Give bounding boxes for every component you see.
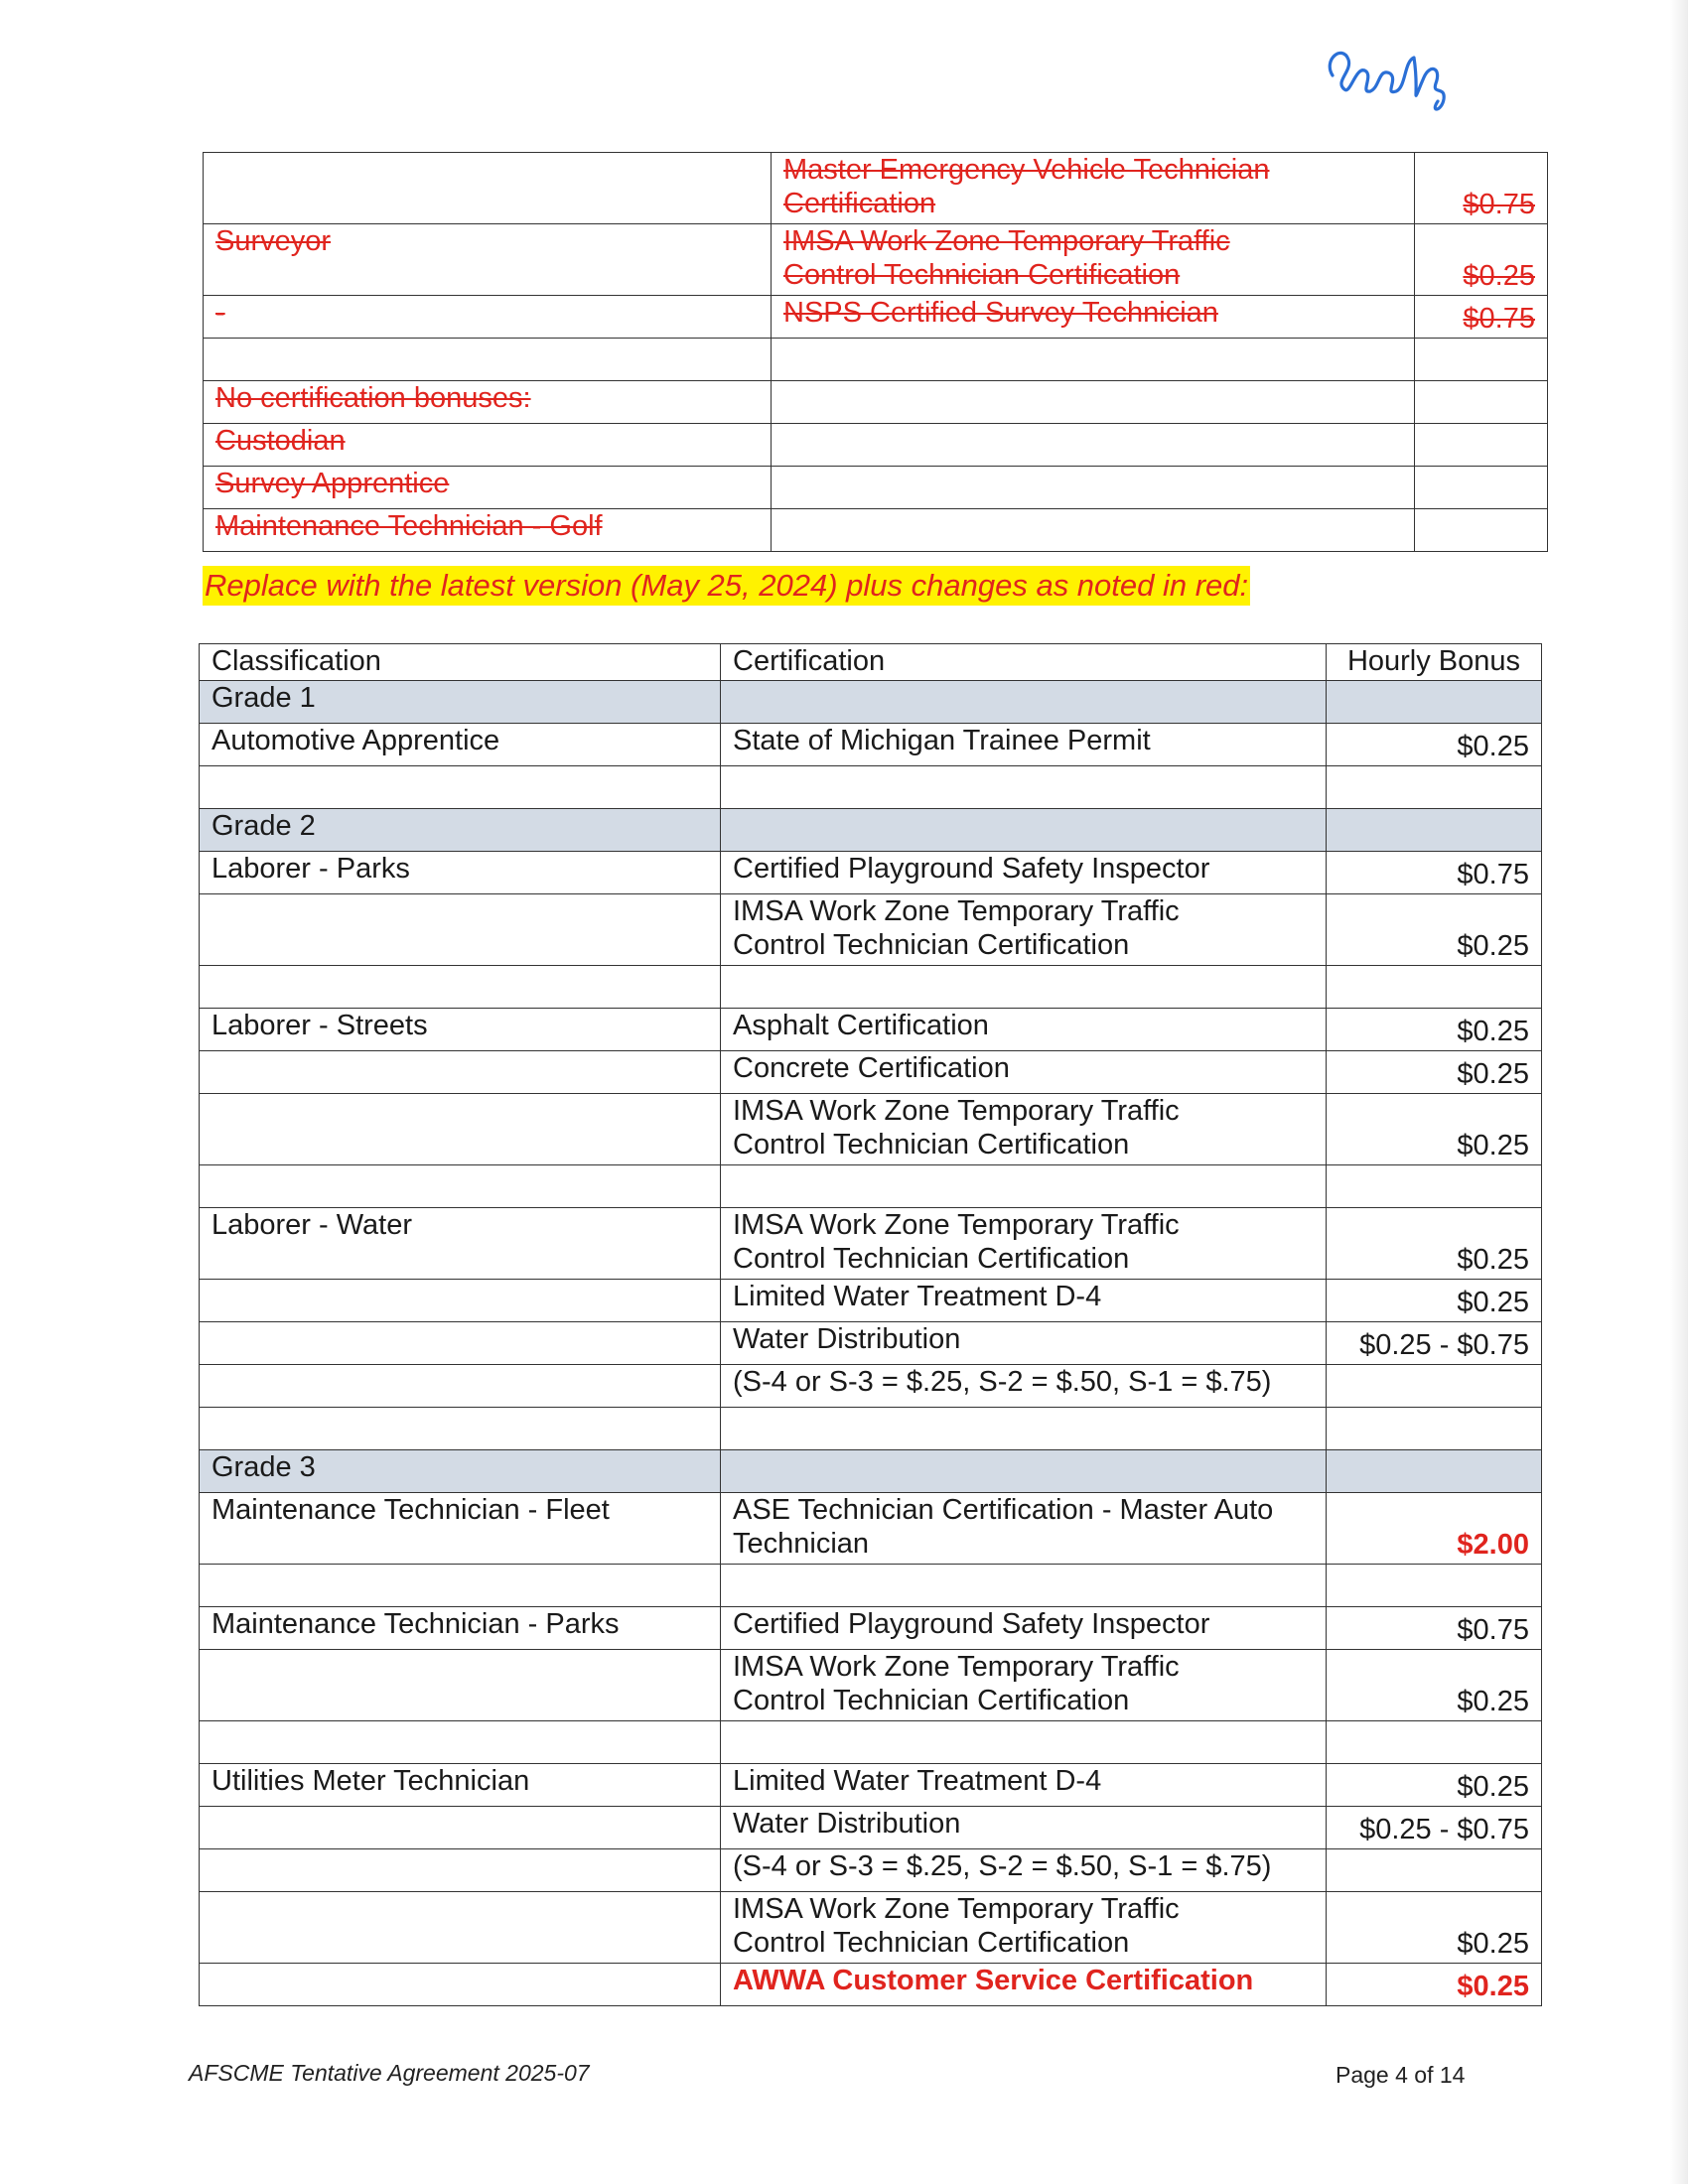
certification-line: Master Emergency Vehicle Technician	[783, 154, 1270, 186]
table-row	[200, 1650, 1542, 1721]
certification-line: Water Distribution	[733, 1323, 961, 1355]
certification-line: IMSA Work Zone Temporary Traffic	[733, 895, 1180, 927]
hourly-bonus-cell	[1327, 1849, 1542, 1892]
hourly-bonus-cell	[1327, 766, 1542, 809]
classification-cell	[200, 1322, 721, 1365]
certification-line: ASE Technician Certification - Master Auto	[733, 1494, 1274, 1526]
certification-cell	[721, 1009, 1327, 1051]
hourly-bonus-cell: $0.25	[1327, 1094, 1542, 1165]
classification-cell	[204, 153, 772, 224]
certification-line: Control Technician Certification	[733, 1129, 1130, 1160]
hourly-bonus-cell: $0.75	[1415, 153, 1548, 224]
certification-cell	[721, 1165, 1327, 1208]
certification-line: State of Michigan Trainee Permit	[733, 725, 1151, 756]
table-row	[204, 381, 1548, 424]
certification-cell	[721, 1892, 1327, 1964]
hourly-bonus-cell: $0.25 - $0.75	[1327, 1807, 1542, 1849]
table-row	[200, 852, 1542, 894]
hourly-bonus-cell	[1327, 1165, 1542, 1208]
classification-cell	[200, 1721, 721, 1764]
certification-line: Control Technician Certification	[783, 259, 1181, 291]
certification-cell	[721, 1493, 1327, 1565]
hourly-bonus-cell	[1327, 681, 1542, 724]
certification-line: Control Technician Certification	[733, 1685, 1130, 1716]
table-row	[200, 1807, 1542, 1849]
table-row	[200, 1208, 1542, 1280]
table-row	[200, 1051, 1542, 1094]
classification-cell	[200, 1650, 721, 1721]
certification-line: Limited Water Treatment D-4	[733, 1281, 1102, 1312]
certification-cell	[772, 509, 1415, 552]
table-row	[200, 1009, 1542, 1051]
certification-cell	[721, 1565, 1327, 1607]
hourly-bonus-cell: $0.25	[1327, 1208, 1542, 1280]
hourly-bonus-cell	[1327, 966, 1542, 1009]
certification-cell	[721, 1280, 1327, 1322]
certification-cell	[721, 1408, 1327, 1450]
classification-cell: Laborer - Streets	[200, 1009, 721, 1051]
certification-line: AWWA Customer Service Certification	[733, 1965, 1254, 1996]
revision-note: Replace with the latest version (May 25, 2024) plus changes as noted in red:	[203, 566, 1250, 606]
hourly-bonus-cell: $0.25	[1327, 894, 1542, 966]
classification-cell: Grade 1	[200, 681, 721, 724]
hourly-bonus-cell: $2.00	[1327, 1493, 1542, 1565]
header-certification: Certification	[721, 644, 1327, 681]
hourly-bonus-cell	[1415, 381, 1548, 424]
hourly-bonus-cell: $0.75	[1415, 296, 1548, 339]
grade-row	[200, 809, 1542, 852]
certification-line: Certification	[783, 188, 936, 219]
certification-cell	[772, 339, 1415, 381]
table-row	[200, 1094, 1542, 1165]
table-row	[204, 467, 1548, 509]
certification-line: Concrete Certification	[733, 1052, 1010, 1084]
hourly-bonus-cell: $0.75	[1327, 852, 1542, 894]
hourly-bonus-cell: $0.25	[1327, 724, 1542, 766]
certification-line: Control Technician Certification	[733, 1927, 1130, 1959]
certification-cell	[772, 296, 1415, 339]
footer-agreement-title: AFSCME Tentative Agreement 2025-07	[189, 2060, 590, 2086]
table-row	[200, 966, 1542, 1009]
hourly-bonus-cell: $0.25	[1327, 1764, 1542, 1807]
certification-cell	[721, 681, 1327, 724]
certification-cell	[772, 381, 1415, 424]
certification-cell	[721, 1650, 1327, 1721]
footer-page-number: Page 4 of 14	[1336, 2062, 1466, 2088]
certification-cell	[721, 852, 1327, 894]
certification-cell	[721, 1764, 1327, 1807]
certification-cell	[721, 894, 1327, 966]
certification-cell	[721, 1964, 1327, 2006]
classification-cell	[200, 966, 721, 1009]
certification-line: IMSA Work Zone Temporary Traffic	[733, 1095, 1180, 1127]
classification-cell: Grade 3	[200, 1450, 721, 1493]
hourly-bonus-cell	[1327, 1565, 1542, 1607]
certification-bonus-table	[199, 643, 1542, 2006]
certification-line: Certified Playground Safety Inspector	[733, 853, 1210, 885]
certification-cell	[721, 1094, 1327, 1165]
hourly-bonus-cell: $0.25	[1415, 224, 1548, 296]
hourly-bonus-cell	[1327, 1721, 1542, 1764]
certification-cell	[772, 467, 1415, 509]
certification-cell	[721, 966, 1327, 1009]
certification-line: NSPS Certified Survey Technician	[783, 297, 1218, 329]
hourly-bonus-cell: $0.25	[1327, 1964, 1542, 2006]
certification-line: Asphalt Certification	[733, 1010, 989, 1041]
table-row	[200, 1493, 1542, 1565]
table-row	[200, 1365, 1542, 1408]
table-row	[204, 424, 1548, 467]
scan-edge-shadow	[1670, 0, 1688, 2184]
certification-line: Certified Playground Safety Inspector	[733, 1608, 1210, 1640]
certification-line: IMSA Work Zone Temporary Traffic	[733, 1209, 1180, 1241]
certification-cell	[721, 766, 1327, 809]
hourly-bonus-cell: $0.25	[1327, 1280, 1542, 1322]
table-row	[200, 1721, 1542, 1764]
hourly-bonus-cell: $0.25	[1327, 1892, 1542, 1964]
classification-cell	[200, 894, 721, 966]
certification-cell	[721, 1322, 1327, 1365]
classification-cell: Laborer - Water	[200, 1208, 721, 1280]
table-row	[200, 1849, 1542, 1892]
grade-row	[200, 681, 1542, 724]
handwritten-initials-icon	[1321, 38, 1460, 117]
table-row	[200, 1280, 1542, 1322]
certification-line: Technician	[733, 1528, 870, 1560]
hourly-bonus-cell	[1415, 509, 1548, 552]
hourly-bonus-cell	[1415, 467, 1548, 509]
classification-cell: No certification bonuses:	[204, 381, 772, 424]
classification-cell	[204, 339, 772, 381]
certification-cell	[721, 1051, 1327, 1094]
hourly-bonus-cell: $0.25	[1327, 1009, 1542, 1051]
classification-cell	[200, 1807, 721, 1849]
table-row	[200, 1607, 1542, 1650]
certification-line: Water Distribution	[733, 1808, 961, 1840]
table-row	[204, 509, 1548, 552]
table-row	[200, 1964, 1542, 2006]
table-row	[200, 1165, 1542, 1208]
classification-cell	[200, 1280, 721, 1322]
classification-cell: Laborer - Parks	[200, 852, 721, 894]
table-row	[200, 766, 1542, 809]
classification-cell	[200, 1849, 721, 1892]
hourly-bonus-cell	[1327, 1365, 1542, 1408]
classification-cell: Grade 2	[200, 809, 721, 852]
classification-cell: -	[204, 296, 772, 339]
certification-cell	[721, 1807, 1327, 1849]
classification-cell: Survey Apprentice	[204, 467, 772, 509]
certification-line: (S-4 or S-3 = $.25, S-2 = $.50, S-1 = $.75)	[733, 1366, 1272, 1398]
certification-cell	[721, 1450, 1327, 1493]
table-header-row	[200, 644, 1542, 681]
hourly-bonus-cell	[1327, 1450, 1542, 1493]
grade-row	[200, 1450, 1542, 1493]
table-row	[200, 1565, 1542, 1607]
certification-cell	[721, 724, 1327, 766]
classification-cell	[200, 1051, 721, 1094]
classification-cell	[200, 1964, 721, 2006]
classification-cell: Maintenance Technician - Fleet	[200, 1493, 721, 1565]
certification-cell	[721, 809, 1327, 852]
hourly-bonus-cell: $0.25 - $0.75	[1327, 1322, 1542, 1365]
classification-cell: Surveyor	[204, 224, 772, 296]
table-row	[204, 224, 1548, 296]
certification-line: Control Technician Certification	[733, 1243, 1130, 1275]
classification-cell	[200, 1165, 721, 1208]
certification-line: Control Technician Certification	[733, 929, 1130, 961]
certification-cell	[772, 424, 1415, 467]
classification-cell	[200, 1094, 721, 1165]
certification-line: Limited Water Treatment D-4	[733, 1765, 1102, 1797]
hourly-bonus-cell	[1327, 1408, 1542, 1450]
struck-certification-table	[203, 152, 1548, 552]
classification-cell: Maintenance Technician - Golf	[204, 509, 772, 552]
certification-cell	[721, 1849, 1327, 1892]
header-hourly-bonus: Hourly Bonus	[1327, 644, 1542, 681]
hourly-bonus-cell	[1415, 424, 1548, 467]
classification-cell: Utilities Meter Technician	[200, 1764, 721, 1807]
classification-cell	[200, 1892, 721, 1964]
certification-cell	[721, 1365, 1327, 1408]
table-row	[204, 339, 1548, 381]
certification-cell	[772, 153, 1415, 224]
classification-cell: Automotive Apprentice	[200, 724, 721, 766]
table-row	[200, 1892, 1542, 1964]
table-row	[204, 153, 1548, 224]
certification-cell	[721, 1208, 1327, 1280]
certification-cell	[721, 1607, 1327, 1650]
classification-cell: Custodian	[204, 424, 772, 467]
hourly-bonus-cell	[1415, 339, 1548, 381]
classification-cell	[200, 1365, 721, 1408]
hourly-bonus-cell: $0.25	[1327, 1051, 1542, 1094]
table-row	[200, 724, 1542, 766]
classification-cell	[200, 1408, 721, 1450]
certification-cell	[772, 224, 1415, 296]
table-row	[200, 1322, 1542, 1365]
certification-line: IMSA Work Zone Temporary Traffic	[783, 225, 1230, 257]
table-row	[200, 894, 1542, 966]
certification-line: (S-4 or S-3 = $.25, S-2 = $.50, S-1 = $.75)	[733, 1850, 1272, 1882]
certification-line: IMSA Work Zone Temporary Traffic	[733, 1651, 1180, 1683]
classification-cell	[200, 1565, 721, 1607]
hourly-bonus-cell: $0.75	[1327, 1607, 1542, 1650]
certification-line: IMSA Work Zone Temporary Traffic	[733, 1893, 1180, 1925]
header-classification: Classification	[200, 644, 721, 681]
table-row	[204, 296, 1548, 339]
hourly-bonus-cell	[1327, 809, 1542, 852]
classification-cell: Maintenance Technician - Parks	[200, 1607, 721, 1650]
table-row	[200, 1408, 1542, 1450]
hourly-bonus-cell: $0.25	[1327, 1650, 1542, 1721]
classification-cell	[200, 766, 721, 809]
certification-cell	[721, 1721, 1327, 1764]
table-row	[200, 1764, 1542, 1807]
